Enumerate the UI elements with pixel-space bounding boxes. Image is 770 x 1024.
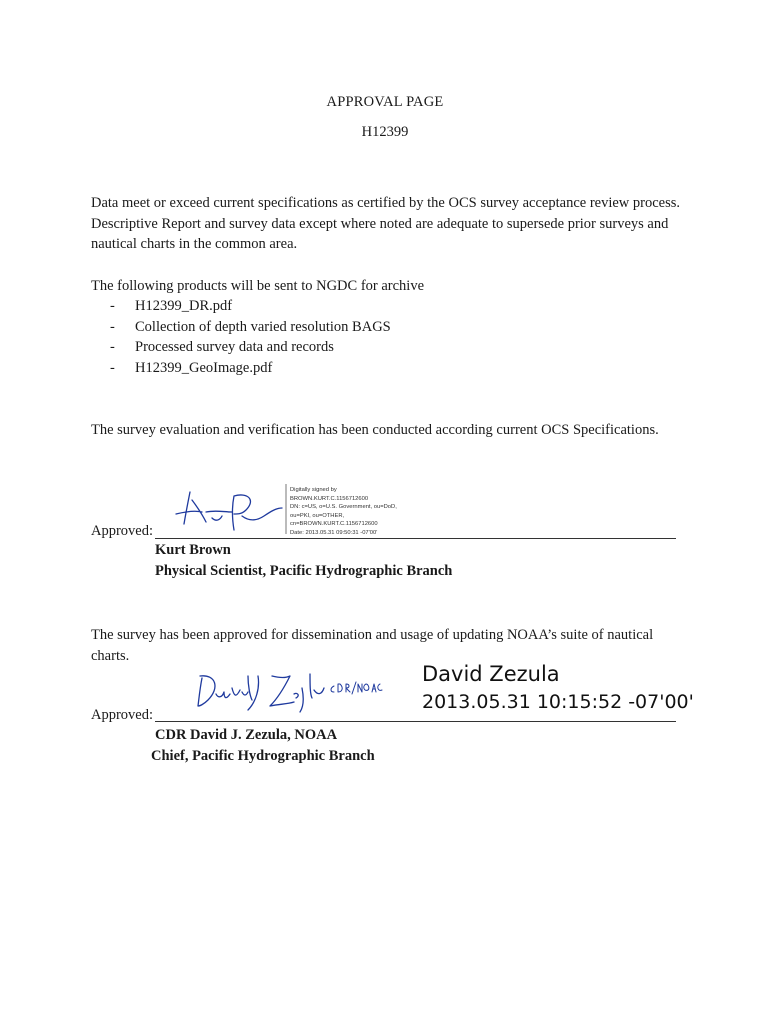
document-number: H12399 [361, 124, 409, 140]
digital-signature-block [290, 486, 397, 537]
david-zezula-signature [194, 666, 384, 714]
approved-label: Approved: [91, 523, 154, 539]
approver-title: Chief, Pacific Hydrographic Branch [151, 748, 375, 764]
archive-intro-paragraph: The following products will be sent to NGDC for archive [91, 278, 425, 294]
digital-signature-line: BROWN.KURT.C.1156712600 [290, 495, 369, 502]
list-item-text: H12399_GeoImage.pdf [135, 359, 273, 376]
list-dash: - [110, 318, 115, 335]
signature-name: David Zezula [422, 662, 560, 686]
digital-signature-line: Digitally signed by [290, 487, 337, 493]
list-dash: - [110, 298, 115, 314]
list-item [110, 296, 391, 317]
digital-signature-line: DN: c=US, o=U.S. Government, ou=DoD, [290, 504, 397, 510]
acceptance-paragraph: Data meet or exceed current specifications as certified by the OCS survey acceptance review process. Descriptive Report and survey data except where noted are adequate to supersede prior surveys and nautical charts in the common area. [91, 195, 680, 252]
page-title: APPROVAL PAGE [326, 94, 444, 110]
digital-signature-line: cn=BROWN.KURT.C.1156712600 [290, 521, 378, 527]
divider-icon [283, 484, 289, 534]
dissemination-paragraph: The survey has been approved for dissemination and usage of updating NOAA’s suite of nautical charts. [91, 627, 654, 664]
approved-label: Approved: [91, 707, 154, 723]
list-dash: - [110, 339, 115, 355]
list-item [110, 358, 391, 379]
list-dash: - [110, 359, 115, 376]
digital-signature-line: ou=PKI, ou=OTHER, [290, 512, 345, 519]
approver-title: Physical Scientist, Pacific Hydrographic Branch [155, 563, 453, 579]
archive-products-list [110, 296, 391, 378]
list-item-text: H12399_DR.pdf [135, 298, 233, 314]
signature-date: 2013.05.31 10:15:52 -07'00' [422, 691, 694, 713]
evaluation-paragraph: The survey evaluation and verification has been conducted according current OCS Specifications. [91, 422, 659, 438]
approver-name: Kurt Brown [155, 542, 231, 558]
signature-line [155, 538, 676, 539]
signature-line [155, 721, 676, 722]
list-item-text: Processed survey data and records [135, 339, 334, 355]
approver-name: CDR David J. Zezula, NOAA [155, 727, 338, 743]
list-item [110, 317, 391, 338]
list-item-text: Collection of depth varied resolution BAGS [135, 318, 391, 335]
digital-signature-line: Date: 2013.05.31 09:50:31 -07'00' [290, 529, 378, 536]
list-item [110, 337, 391, 358]
kurt-brown-signature [172, 482, 284, 534]
